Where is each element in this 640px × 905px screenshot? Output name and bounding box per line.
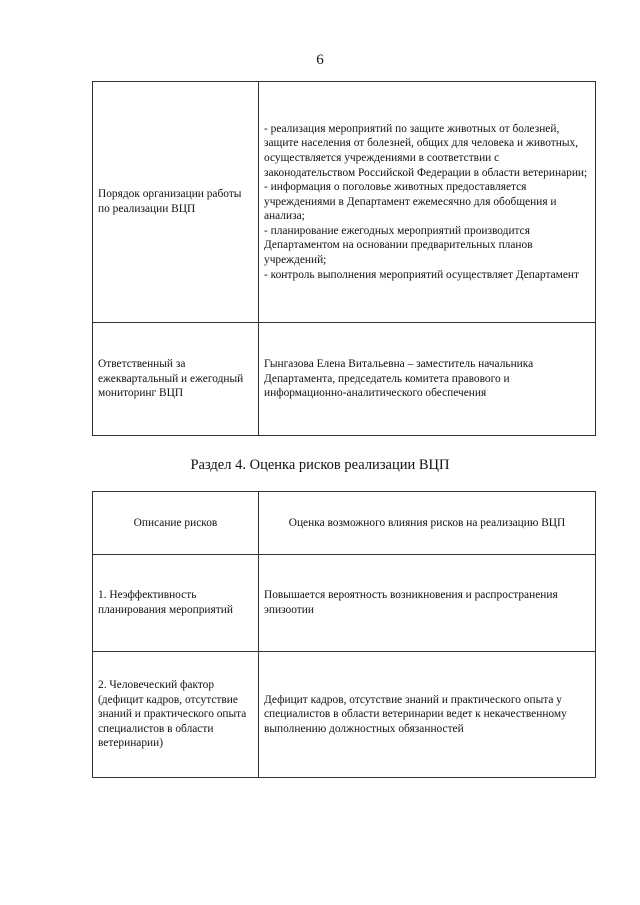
row-label: Порядок организации работы по реализации ВЦП [93,82,259,323]
risk-description: 1. Неэффективность планирования мероприятий [93,555,259,652]
row-value [259,82,596,323]
column-header: Описание рисков [93,492,259,555]
column-header: Оценка возможного влияния рисков на реализацию ВЦП [259,492,596,555]
risk-assessment-table [92,491,596,778]
table-row [93,323,596,436]
value-line: - контроль выполнения мероприятий осуществляет Департамент [264,268,579,281]
value-line: - реализация мероприятий по защите животных от болезней, защите населения от болезней, общих для человека и животных, осуществляется учреждениями в соответствии с законодательством Российской Федерации в области ветеринарии; [264,122,588,179]
risk-impact: Повышается вероятность возникновения и распространения эпизоотии [259,555,596,652]
risk-impact: Дефицит кадров, отсутствие знаний и практического опыта у специалистов в области ветеринарии ведет к некачественному выполнению должностных обязанностей [259,652,596,778]
risk-description: 2. Человеческий фактор (дефицит кадров, отсутствие знаний и практического опыта специалистов в области ветеринарии) [93,652,259,778]
table-row [93,555,596,652]
program-info-table [92,81,596,436]
section-title: Раздел 4. Оценка рисков реализации ВЦП [190,457,450,473]
table-row [93,652,596,778]
row-label: Ответственный за ежеквартальный и ежегодный мониторинг ВЦП [93,323,259,436]
value-line: - планирование ежегодных мероприятий производится Департаментом на основании предварительных планов учреждений; [264,224,533,267]
page-number: 6 [316,52,324,68]
table-row [93,82,596,323]
table-header-row [93,492,596,555]
row-value: Гынгазова Елена Витальевна – заместитель начальника Департамента, председатель комитета правового и информационно-аналитического обеспечения [259,323,596,436]
value-line: - информация о поголовье животных предоставляется учреждениями в Департамент ежемесячно для обобщения и анализа; [264,181,557,223]
